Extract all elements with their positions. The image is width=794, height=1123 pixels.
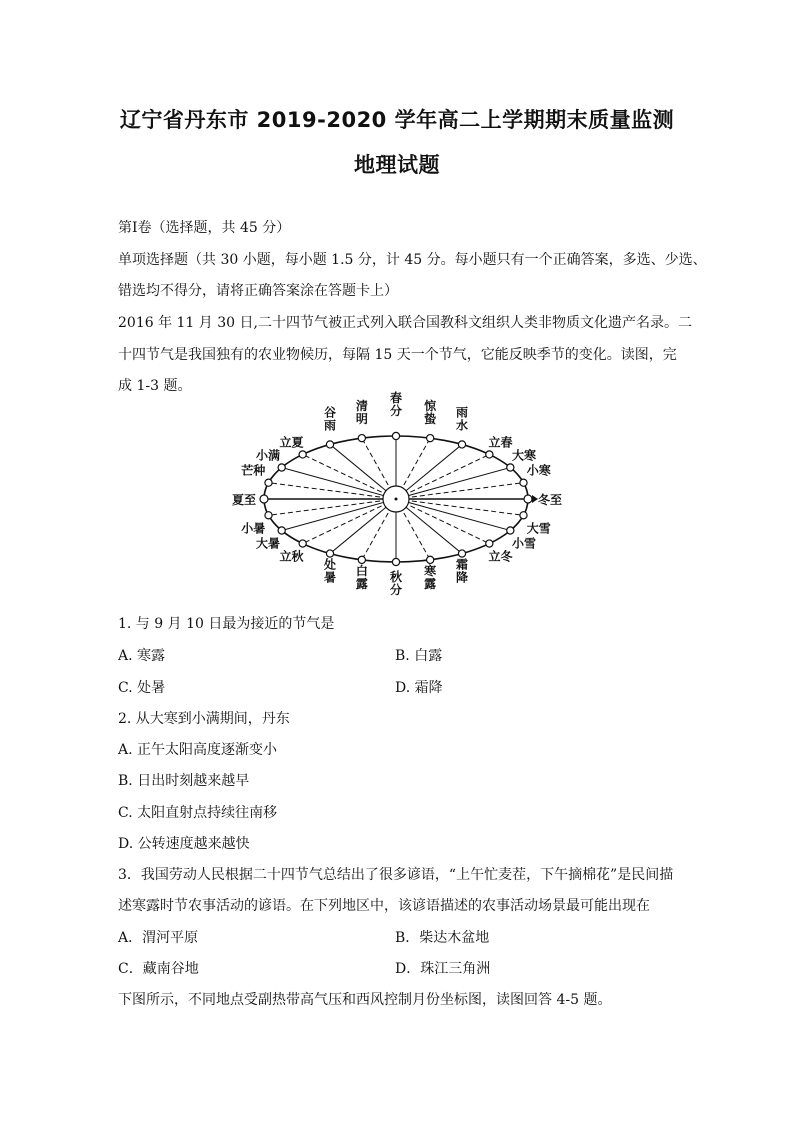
term-label-lower-1: 大暑 (255, 536, 280, 551)
question-3-option-b: B．柴达木盆地 (395, 930, 490, 946)
term-radius-line (282, 499, 396, 531)
term-marker (427, 556, 434, 563)
question-3-stem-line-2: 述寒露时节农事活动的谚语。在下列地区中，该谚语描述的农事活动场景最可能出现在 (118, 898, 650, 914)
term-label-lower-7: 降 (455, 570, 469, 585)
question-3-stem-line-1: 3．我国劳动人民根据二十四节气总结出了很多谚语，“上午忙麦茬，下午摘棉花”是民间描 (118, 867, 674, 883)
term-label-upper-2: 立夏 (279, 435, 304, 450)
term-label-upper-5: 分 (389, 404, 403, 418)
question-2-option-b: B. 日出时刻越来越早 (118, 773, 250, 789)
term-radius-line (396, 483, 524, 499)
term-marker (299, 540, 306, 547)
term-label-lower-7: 霜 (455, 557, 469, 572)
term-marker (358, 435, 365, 442)
question-3-option-c: C．藏南谷地 (118, 961, 199, 977)
question-1-option-d: D. 霜降 (395, 680, 443, 696)
term-label-lower-5: 分 (389, 583, 403, 597)
term-label-lower-10: 大雪 (526, 521, 551, 536)
term-marker (278, 464, 285, 471)
term-radius-line (396, 499, 524, 515)
paper-subtitle: 地理试题 (354, 153, 440, 177)
term-marker (458, 550, 465, 557)
term-label-lower-4: 露 (355, 576, 368, 591)
term-marker (507, 464, 514, 471)
term-label-lower-3: 处 (323, 557, 337, 572)
passage-line-1: 2016 年 11 月 30 日,二十四节气被正式列入联合国教科文组织人类非物质文化遗产名录。二 (118, 315, 692, 331)
term-radius-line (396, 499, 510, 531)
question-2-option-a: A. 正午太阳高度逐渐变小 (118, 742, 278, 758)
term-label-lower-5: 秋 (389, 570, 403, 584)
term-label-lower-8: 立冬 (488, 549, 513, 564)
term-marker (507, 527, 514, 534)
instructions-line-2: 错选均不得分，请将正确答案涂在答题卡上） (118, 283, 398, 299)
term-marker (427, 435, 434, 442)
term-marker (326, 441, 333, 448)
term-marker (299, 451, 306, 458)
term-label-lower-2: 立秋 (279, 549, 304, 564)
question-2-option-c: C. 太阳直射点持续往南移 (118, 805, 278, 821)
term-label-lower-9: 小雪 (512, 536, 537, 551)
term-label-upper-4: 清 (355, 399, 368, 414)
term-radius-line (396, 468, 510, 500)
term-label-upper-5: 春 (389, 391, 403, 405)
term-radius-line (268, 483, 396, 499)
winter-solstice-marker (524, 495, 532, 503)
term-label-upper-0: 芒种 (241, 463, 266, 478)
term-marker (278, 527, 285, 534)
term-marker (265, 512, 272, 519)
term-marker (358, 556, 365, 563)
term-marker (265, 479, 272, 486)
passage-line-2: 十四节气是我国独有的农业物候历，每隔 15 天一个节气，它能反映季节的变化。读图，完 (118, 347, 677, 363)
term-label-lower-6: 露 (424, 576, 437, 591)
term-label-upper-6: 蛰 (424, 412, 437, 427)
term-marker (486, 451, 493, 458)
paper-title: 辽宁省丹东市 2019-2020 学年高二上学期期末质量监测 (119, 108, 675, 132)
question-2-option-d: D. 公转速度越来越快 (118, 836, 250, 852)
term-label-upper-1: 小满 (255, 448, 280, 463)
question-1-option-b: B. 白露 (395, 648, 443, 664)
summer-solstice-marker (260, 495, 268, 503)
question-3-option-d: D．珠江三角洲 (395, 961, 491, 977)
term-label-upper-6: 惊 (424, 399, 437, 414)
solar-terms-diagram (230, 391, 565, 597)
instructions-line-1: 单项选择题（共 30 小题，每小题 1.5 分，计 45 分。每小题只有一个正确答案，多选、少选、 (118, 252, 707, 268)
term-marker (458, 441, 465, 448)
summer-solstice-label: 夏至 (231, 493, 256, 507)
term-marker (326, 550, 333, 557)
term-marker (392, 432, 399, 439)
term-label-upper-7: 雨 (455, 405, 469, 420)
term-radius-line (268, 499, 396, 515)
term-label-upper-9: 大寒 (512, 448, 537, 463)
term-label-upper-10: 小寒 (526, 463, 551, 478)
term-label-upper-4: 明 (355, 412, 368, 427)
term-label-upper-3: 雨 (323, 418, 337, 433)
question-1-option-a: A. 寒露 (118, 648, 166, 664)
question-2-stem: 2. 从大寒到小满期间，丹东 (118, 711, 290, 727)
term-label-upper-8: 立春 (488, 435, 513, 450)
question-3-option-a: A．渭河平原 (118, 930, 199, 946)
passage-line-3: 成 1-3 题。 (118, 378, 192, 394)
term-marker (392, 558, 399, 565)
term-marker (520, 479, 527, 486)
term-label-lower-6: 寒 (424, 563, 437, 578)
term-marker (486, 540, 493, 547)
question-1-stem: 1. 与 9 月 10 日最为接近的节气是 (118, 616, 335, 632)
question-1-option-c: C. 处暑 (118, 680, 166, 696)
term-label-upper-3: 谷 (323, 405, 337, 420)
term-label-lower-3: 暑 (323, 570, 337, 585)
term-label-upper-7: 水 (455, 418, 469, 433)
sun-dot (395, 498, 398, 501)
winter-solstice-label: 冬至 (538, 493, 563, 507)
term-label-lower-0: 小暑 (241, 521, 266, 536)
term-marker (520, 512, 527, 519)
term-radius-line (282, 468, 396, 500)
closing-line: 下图所示，不同地点受副热带高气压和西风控制月份坐标图，读图回答 4-5 题。 (118, 992, 612, 1008)
term-label-lower-4: 白 (355, 563, 368, 578)
section-heading: 第Ⅰ卷（选择题，共 45 分） (118, 220, 291, 236)
